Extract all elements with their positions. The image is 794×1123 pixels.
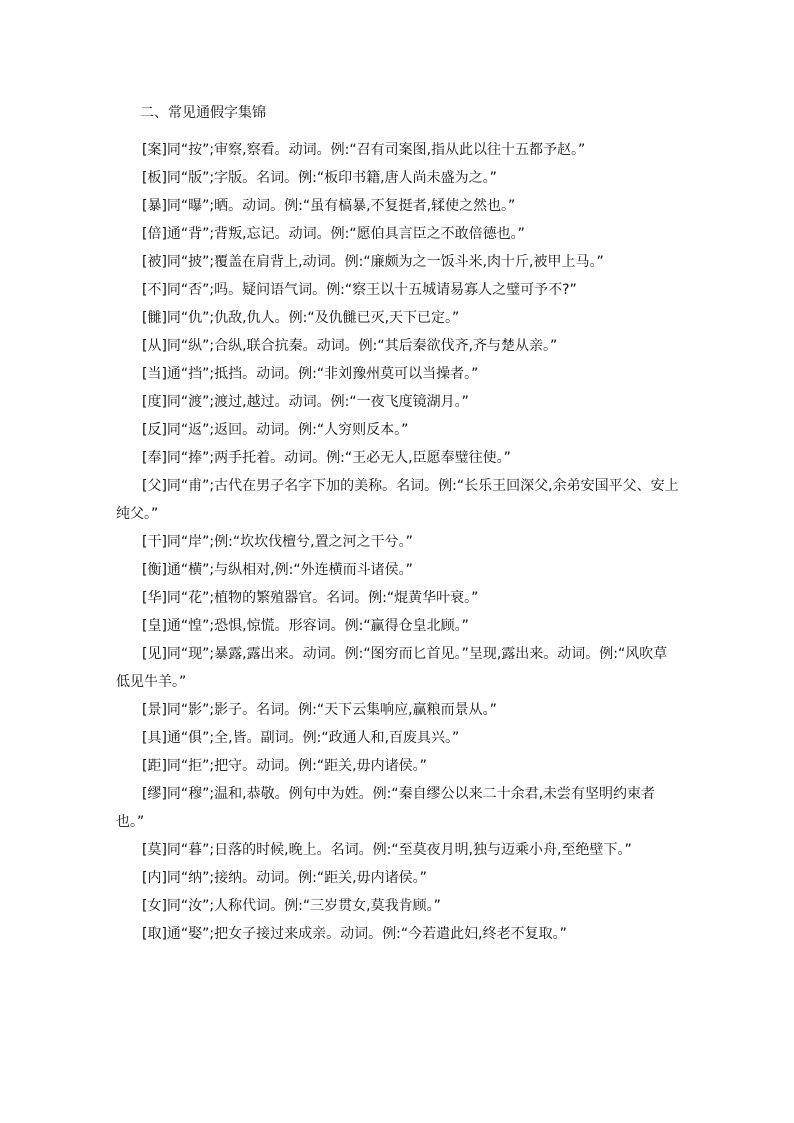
list-item [116,864,680,892]
entry-text: [缪]同“穆”;温和,恭敬。例句中为姓。例:“秦自缪公以来二十余君,未尝有坚明约束者也。” [116,786,656,830]
list-item [116,472,680,528]
entry-text: [倍]通“背”;背叛,忘记。动词。例:“愿伯具言臣之不敢倍德也。” [142,226,525,242]
entry-text: [衡]通“横”;与纵相对,例:“外连横而斗诸侯。” [142,562,413,578]
list-item [116,388,680,416]
list-item [116,696,680,724]
entry-text: [具]通“俱”;全,皆。副词。例:“政通人和,百废具兴。” [142,730,460,746]
section-heading: 二、常见通假字集锦 [140,105,266,121]
entry-text: [暴]同“曝”;晒。动词。例:“虽有槁暴,不复挺者,𫐓使之然也。” [142,198,516,214]
list-item [116,416,680,444]
list-item [116,612,680,640]
list-item [116,752,680,780]
entry-text: [景]同“影”;影子。名词。例:“天下云集响应,赢粮而景从。” [142,702,497,718]
entry-text: [反]同“返”;返回。动词。例:“人穷则反本。” [142,422,409,438]
list-item [116,332,680,360]
list-item [116,640,680,696]
list-item [116,920,680,948]
list-item [116,836,680,864]
entry-text: [距]同“拒”;把守。动词。例:“距关,毋内诸侯。” [142,758,427,774]
entry-text: [内]同“纳”;接纳。动词。例:“距关,毋内诸侯。” [142,870,427,886]
entry-text: [取]通“娶”;把女子接过来成亲。动词。例:“今若遣此妇,终老不复取。” [142,926,567,942]
list-item [116,780,680,836]
list-item [116,584,680,612]
entry-text: [奉]同“捧”;两手托着。动词。例:“王必无人,臣愿奉璧往使。” [142,450,511,466]
entry-text: [父]同“甫”;古代在男子名字下加的美称。名词。例:“长乐王回深父,余弟安国平父、安上纯父。” [116,478,679,522]
entry-text: [不]同“否”;吗。疑问语气词。例:“察王以十五城请易寡人之璧可予不?” [142,282,577,298]
list-item [116,220,680,248]
list-item [116,192,680,220]
entry-text: [当]通“挡”;抵挡。动词。例:“非刘豫州莫可以当操者。” [142,366,479,382]
entry-list [116,136,680,948]
list-item [116,164,680,192]
list-item [116,556,680,584]
entry-text: [雠]同“仇”;仇敌,仇人。例:“及仇雠已灭,天下已定。” [142,310,460,326]
list-item [116,528,680,556]
list-item [116,136,680,164]
entry-text: [从]同“纵”;合纵,联合抗秦。动词。例:“其后秦欲伐齐,齐与楚从亲。” [142,338,558,354]
list-item [116,304,680,332]
entry-text: [莫]同“暮”;日落的时候,晚上。名词。例:“至莫夜月明,独与迈乘小舟,至绝壁下。” [142,842,632,858]
entry-text: [华]同“花”;植物的繁殖器官。名词。例:“焜黄华叶衰。” [142,590,479,606]
list-item [116,892,680,920]
list-item [116,248,680,276]
entry-text: [被]同“披”;覆盖在肩背上,动词。例:“廉颇为之一饭斗米,肉十斤,被甲上马。” [142,254,604,270]
list-item [116,276,680,304]
entry-text: [板]同“版”;字版。名词。例:“板印书籍,唐人尚未盛为之。” [142,170,497,186]
entry-text: [干]同“岸”;例:“坎坎伐檀兮,置之河之干兮。” [142,534,413,550]
list-item [116,360,680,388]
entry-text: [见]同“现”;暴露,露出来。动词。例:“图穷而匕首见。”呈现,露出来。动词。例:“风吹草低见牛羊。” [116,646,668,690]
entry-text: [度]同“渡”;渡过,越过。动词。例:“一夜飞度镜湖月。” [142,394,469,410]
list-item [116,444,680,472]
list-item [116,724,680,752]
entry-text: [案]同“按”;审察,察看。动词。例:“召有司案图,指从此以往十五都予赵。” [142,142,586,158]
entry-text: [女]同“汝”;人称代词。例:“三岁贯女,莫我肯顾。” [142,898,441,914]
entry-text: [皇]通“惶”;恐惧,惊慌。形容词。例:“赢得仓皇北顾。” [142,618,469,634]
